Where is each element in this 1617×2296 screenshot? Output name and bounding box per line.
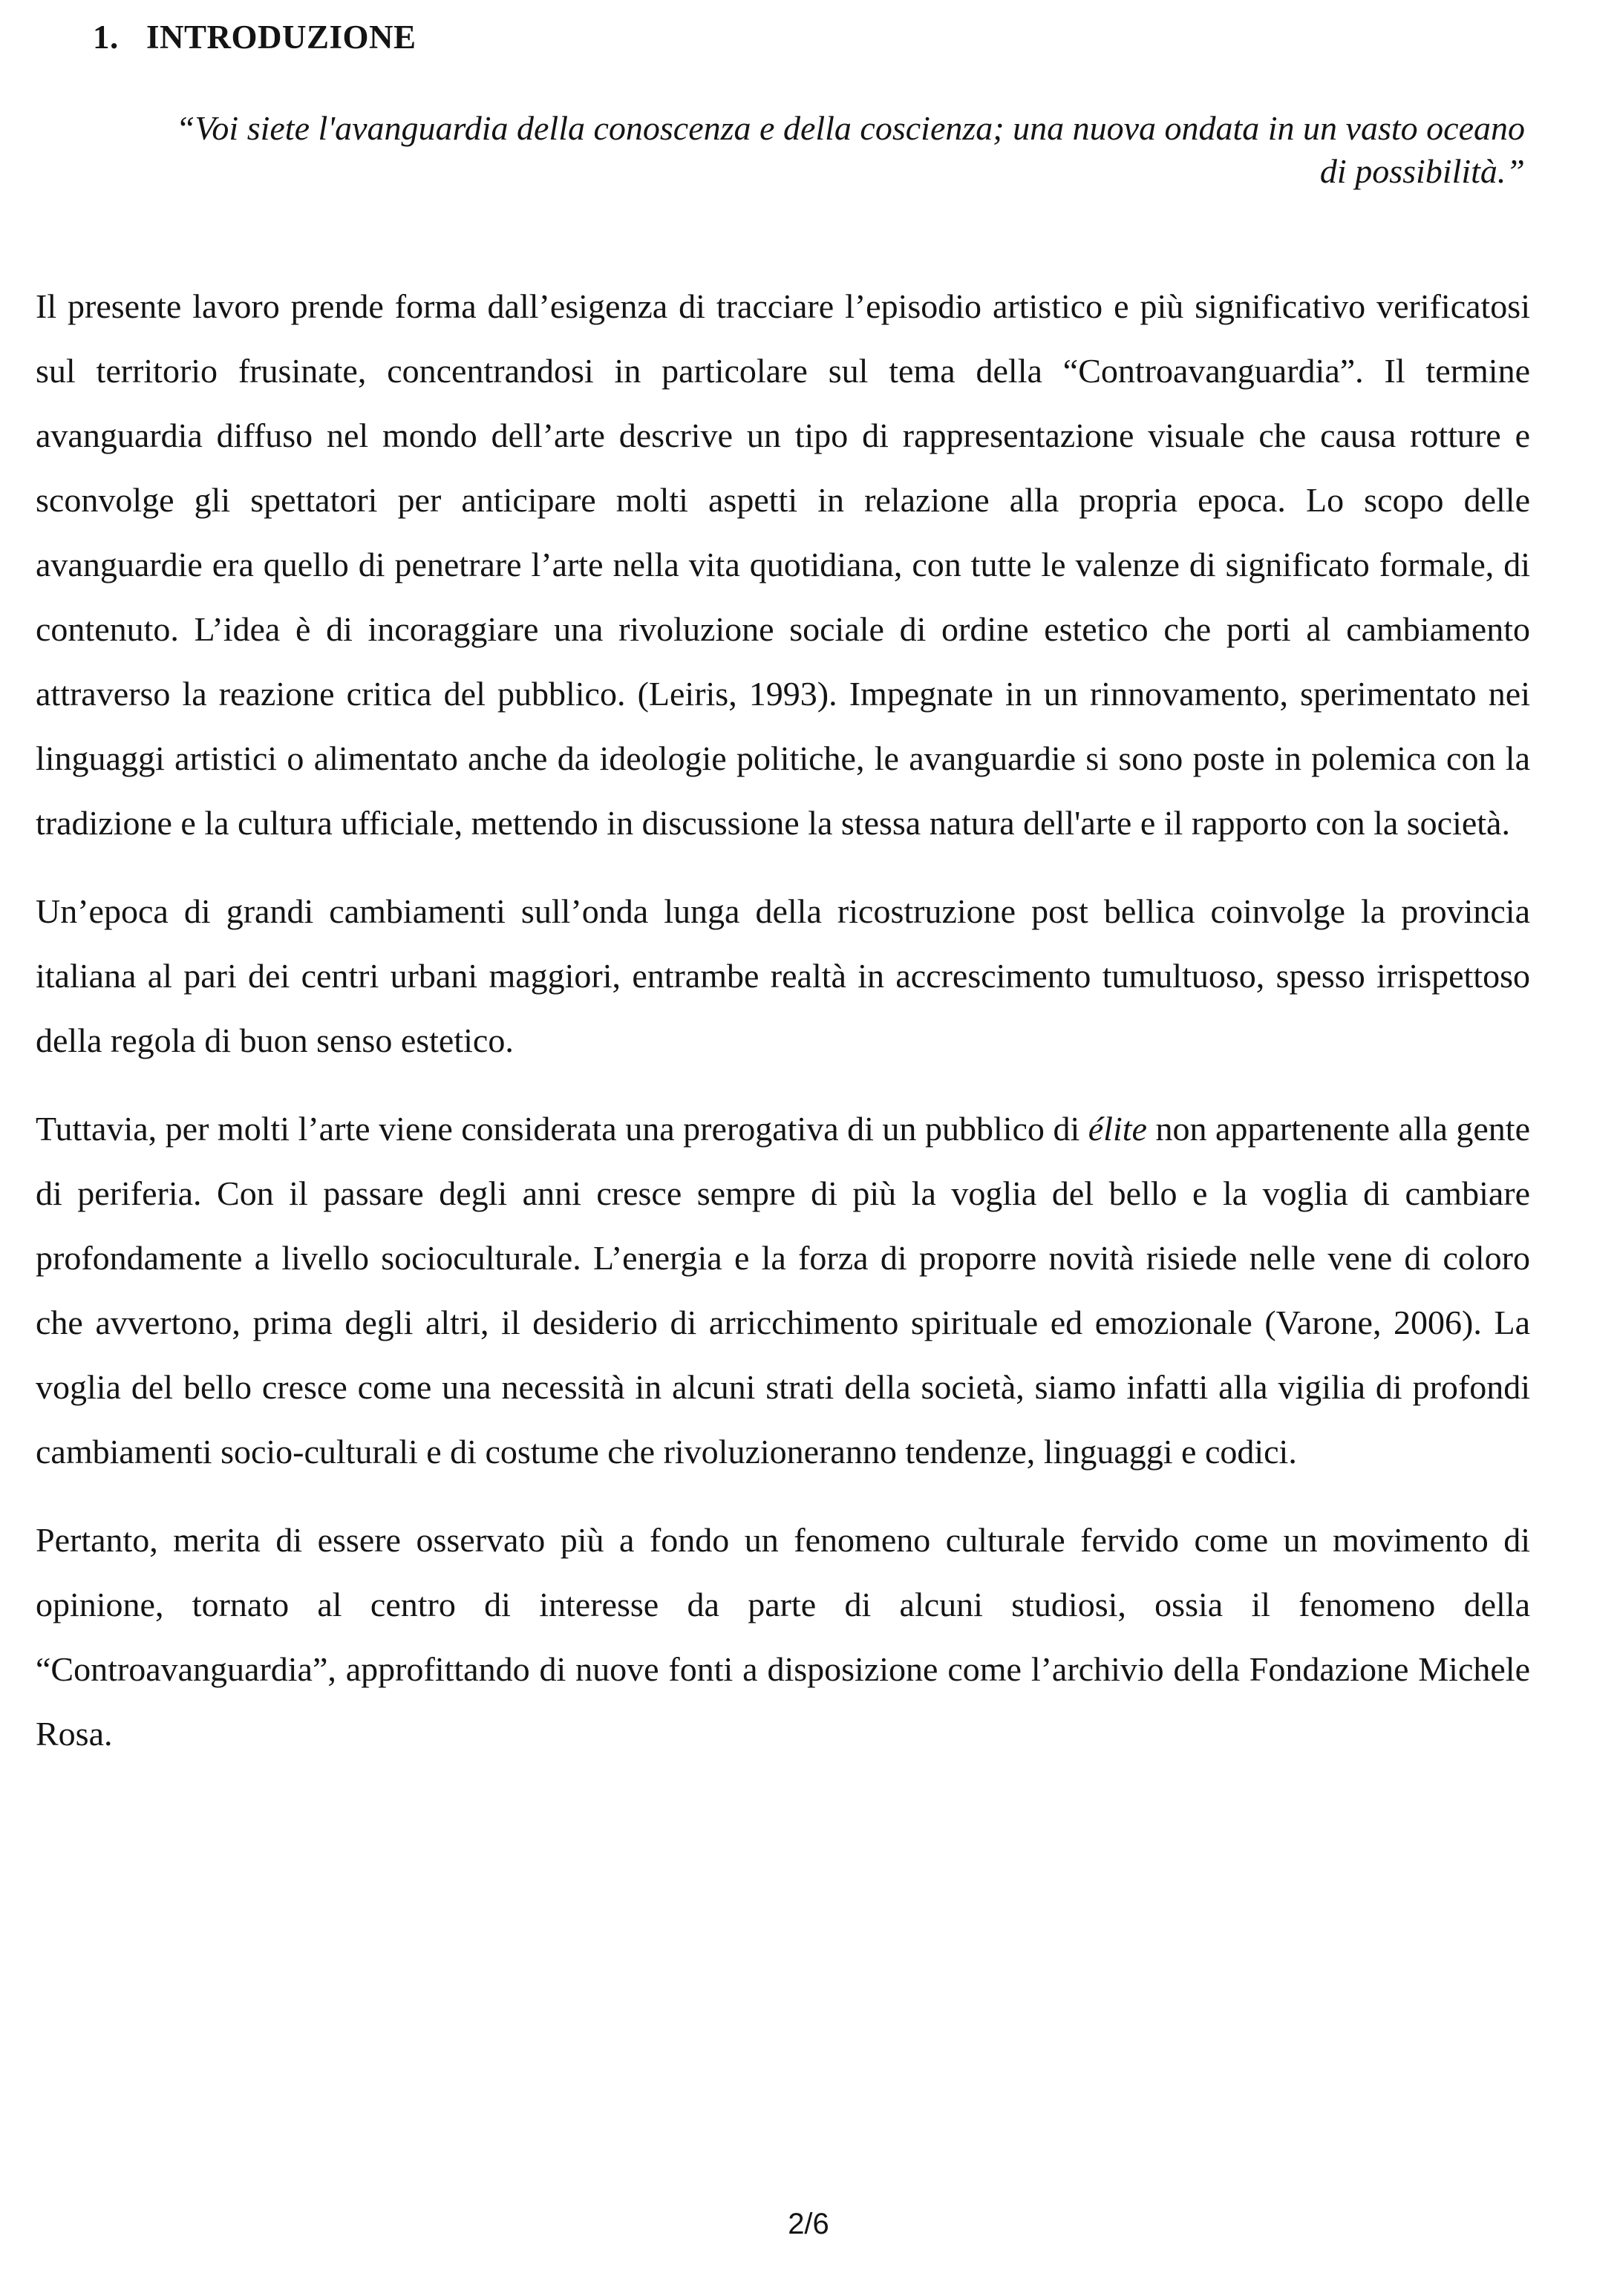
section-number: 1. <box>93 19 119 56</box>
paragraph-4: Pertanto, merita di essere osservato più a fondo un fenomeno culturale fervido come un movimento di opinione, tornato al centro di interesse da parte di alcuni studiosi, ossia il fenomeno della “Controavanguardia”, approfittando di nuove fonti a disposizione come l’archivio della Fondazione Michele Rosa. <box>36 1521 1530 1753</box>
paragraph-3-end: non appartenente alla gente di periferia. Con il passare degli anni cresce sempre di più la voglia del bello e la voglia di cambiare profondamente a livello socioculturale. L’energia e la forza di proporre novità risiede nelle vene di coloro che avvertono, prima degli altri, il desiderio di arricchimento spirituale ed emozionale (Varone, 2006). La voglia del bello cresce come una necessità in alcuni strati della società, siamo infatti alla vigilia di profondi cambiamenti socio-culturali e di costume che rivoluzioneranno tendenze, linguaggi e codici. <box>36 1110 1530 1471</box>
body-text <box>36 274 1530 1790</box>
epigraph-line-2: di possibilità.” <box>1319 152 1525 190</box>
section-title: INTRODUZIONE <box>146 19 416 56</box>
epigraph-quote <box>45 107 1525 193</box>
epigraph-line-1: “Voi siete l'avanguardia della conoscenza e della coscienza; una nuova ondata in un vasto oceano <box>175 109 1525 147</box>
paragraph-3-emphasis: élite <box>1088 1110 1147 1148</box>
paragraph-1: Il presente lavoro prende forma dall’esigenza di tracciare l’episodio artistico e più significativo verificatosi sul territorio frusinate, concentrandosi in particolare sul tema della “Controavanguardia”. Il termine avanguardia diffuso nel mondo dell’arte descrive un tipo di rappresentazione visuale che causa rotture e sconvolge gli spettatori per anticipare molti aspetti in relazione alla propria epoca. Lo scopo delle avanguardie era quello di penetrare l’arte nella vita quotidiana, con tutte le valenze di significato formale, di contenuto. L’idea è di incoraggiare una rivoluzione sociale di ordine estetico che porti al cambiamento attraverso la reazione critica del pubblico. (Leiris, 1993). Impegnate in un rinnovamento, sperimentato nei linguaggi artistici o alimentato anche da ideologie politiche, le avanguardie si sono poste in polemica con la tradizione e la cultura ufficiale, mettendo in discussione la stessa natura dell'arte e il rapporto con la società. <box>36 287 1530 842</box>
section-heading <box>93 10 416 64</box>
paragraph-3-start: Tuttavia, per molti l’arte viene considerata una prerogativa di un pubblico di <box>36 1110 1088 1148</box>
paragraph-2: Un’epoca di grandi cambiamenti sull’onda lunga della ricostruzione post bellica coinvolge la provincia italiana al pari dei centri urbani maggiori, entrambe realtà in accrescimento tumultuoso, spesso irrispettoso della regola di buon senso estetico. <box>36 892 1530 1059</box>
page-number: 2/6 <box>788 2208 829 2240</box>
paragraph-3 <box>36 1096 1530 1484</box>
